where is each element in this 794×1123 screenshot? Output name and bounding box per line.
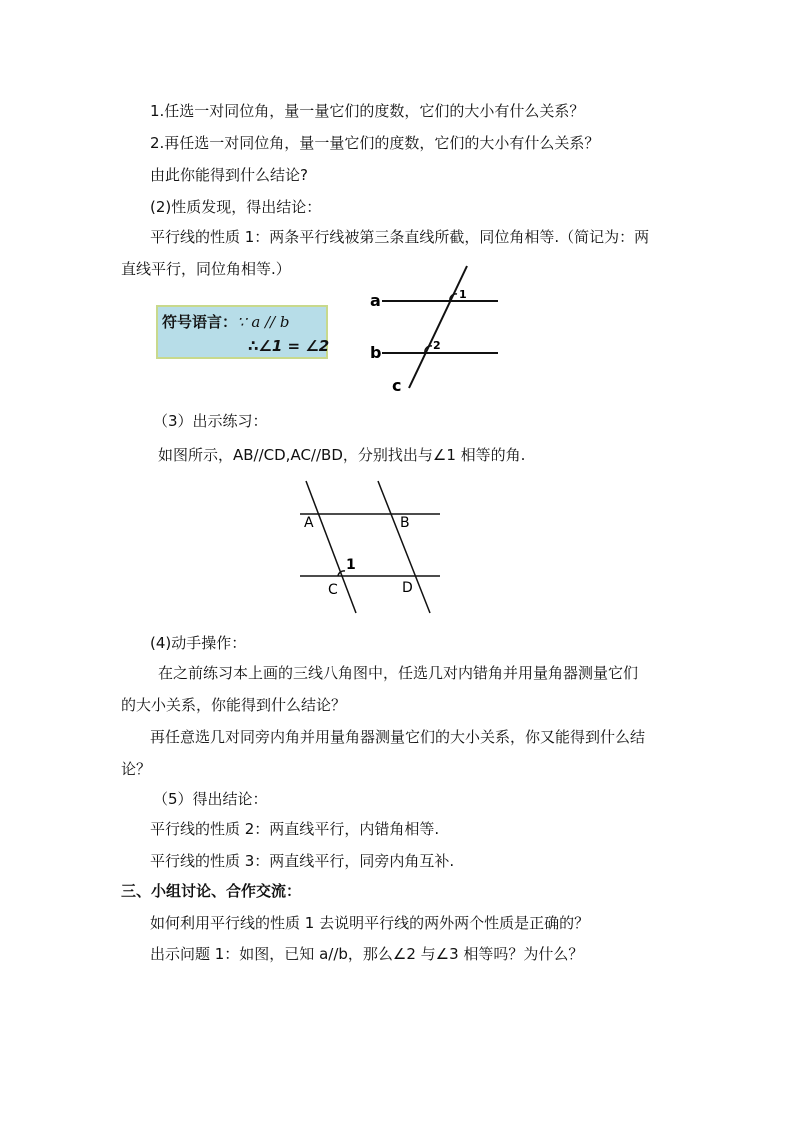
property-1-line-2: 直线平行，同位角相等.） (121, 260, 291, 278)
operation-2-line-2: 论？ (121, 760, 152, 778)
property-1-line-1: 平行线的性质 1：两条平行线被第三条直线所截，同位角相等.（简记为：两 (150, 228, 650, 246)
operation-1-line-2: 的大小关系，你能得到什么结论？ (121, 696, 347, 714)
step-4-heading: (4)动手操作： (150, 634, 247, 652)
line-c (409, 266, 467, 388)
problem-1-text: 出示问题 1：如图，已知 a//b，那么∠2 与∠3 相等吗？为什么？ (150, 945, 584, 963)
operation-2-line-1: 再任意选几对同旁内角并用量角器测量它们的大小关系，你又能得到什么结 (150, 728, 646, 746)
label-a: a (370, 291, 381, 310)
angle-1-label: 1 (459, 288, 467, 301)
label-b: b (370, 343, 382, 362)
label-C: C (328, 582, 338, 598)
label-B: B (400, 515, 410, 531)
question-2: 2.再任选一对同位角，量一量它们的度数，它们的大小有什么关系？ (150, 134, 600, 152)
symbol-given: ∵ a // b (237, 313, 290, 331)
property-3: 平行线的性质 3：两直线平行，同旁内角互补. (150, 852, 455, 870)
symbol-given-row (162, 313, 290, 331)
question-3: 由此你能得到什么结论? (150, 166, 308, 184)
operation-1-line-1: 在之前练习本上画的三线八角图中，任选几对内错角并用量角器测量它们 (158, 664, 639, 682)
property-2: 平行线的性质 2：两直线平行，内错角相等. (150, 820, 440, 838)
discussion-text: 如何利用平行线的性质 1 去说明平行线的两外两个性质是正确的？ (150, 914, 590, 932)
label-c: c (392, 376, 402, 395)
symbol-therefore: ∴∠1 = ∠2 (248, 337, 330, 355)
parallel-lines-figure-1 (360, 260, 510, 400)
step-3-heading: （3）出示练习： (153, 412, 268, 430)
parallel-lines-figure-2 (290, 475, 450, 620)
symbol-language-box (156, 305, 328, 359)
exercise-text: 如图所示，AB//CD,AC//BD，分别找出与∠1 相等的角. (158, 446, 526, 464)
step-2-heading: (2)性质发现，得出结论： (150, 198, 322, 216)
section-3-heading: 三、小组讨论、合作交流： (121, 882, 302, 900)
angle-2-label: 2 (433, 339, 441, 352)
angle-1-label-fig2: 1 (346, 557, 356, 573)
label-A: A (304, 515, 314, 531)
symbol-label: 符号语言： (162, 313, 238, 331)
label-D: D (402, 580, 413, 596)
question-1: 1.任选一对同位角，量一量它们的度数，它们的大小有什么关系？ (150, 102, 585, 120)
step-5-heading: （5）得出结论： (153, 790, 268, 808)
